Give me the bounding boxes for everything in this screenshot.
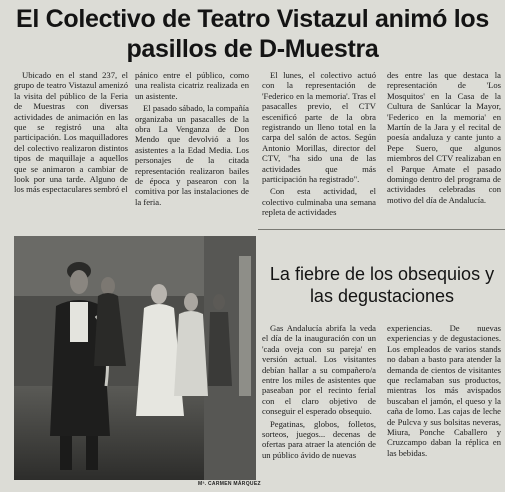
section-divider: [258, 229, 505, 230]
article-paragraph: des entre las que destaca la representación de 'Los Mosquitos' en la Casa de la Cultura de Sanlúcar la Mayor, 'Federico en la memoria' en Martín de la Jara y el recital de poesía andaluza y cante junto a Pepe Suero, que algunos miembros del CTV realizaban en el Parque Amate el pasado domingo dentro del programa de actividades celebradas con motivo del día de Andalucía.: [387, 70, 501, 205]
article-paragraph: Ubicado en el stand 237, el grupo de teatro Vistazul amenizó la visita del público de la Feria de Muestras con diversas actividades de animación en las que se registró una alta participación. Los maquilladores del colectivo realizaron distintos tipos de maquillaje a aquellos que se animaron a cambiar de look por una tarde. Alguno de los más espectaculares sembró el: [14, 70, 128, 195]
article-paragraph: pánico entre el público, como una realista cicatriz realizada en un asistente.: [135, 70, 249, 101]
article-paragraph: Pegatinas, globos, folletos, sorteos, juegos... decenas de ofertas para atraer la atención de un público ávido de nuevas: [262, 418, 376, 460]
article-photo: [14, 236, 256, 480]
article-headline: El Colectivo de Teatro Vistazul animó los pasillos de D-Muestra: [15, 5, 489, 63]
article-column-4: [387, 70, 501, 205]
article-column-3: [262, 70, 376, 218]
article-headline: La fiebre de los obsequios y las degustaciones: [269, 264, 495, 306]
article-paragraph: Gas Andalucía abrifa la veda el día de la inauguración con un 'cada oveja con su pareja' en versión actual. Los visitantes debían hallar a su compañero/a entre los miles de asistentes que paseaban por el recinto ferial con el claro objetivo de conseguir el esperado obsequio.: [262, 323, 376, 417]
article-column-1: [14, 70, 128, 195]
article-column-2: [387, 323, 501, 458]
article-paragraph: Con esta actividad, el colectivo culminaba una semana repleta de actividades: [262, 186, 376, 218]
photo-credit: Mª. CARMEN MÁRQUEZ: [198, 481, 261, 487]
article-paragraph: El lunes, el colectivo actuó con la representación de 'Federico en la memoria'. Tras el pasacalles previo, el CTV escenificó parte de la obra registrando un lleno total en la carpa del salón de actos. Según Antonio Morillas, director del CTV, "ha sido una de las actividades que más participación ha registrado".: [262, 70, 376, 185]
article-paragraph: El pasado sábado, la compañía organizaba un pasacalles de la obra La Venganza de Don Mendo que devolvió a los asistentes a la Edad Media. Los personajes de la citada representación realizaron bailes de época y pasearon con la comitiva por las instalaciones de la feria.: [135, 103, 249, 207]
article-column-2: [135, 70, 249, 207]
article-column-1: [262, 323, 376, 460]
article-paragraph: experiencias. De nuevas experiencias y de degustaciones. Los empleados de varios stands no daban a basto para atender la demanda de cientos de visitantes que reclamaban sus productos, mientras los más avispados buscaban el jamón, el queso y la caña de lomo. Las cajas de leche de Pulcva y sus bolsitas neveras, Miura, Ponche Caballero y Cruzcampo daban la réplica en las bebidas.: [387, 323, 501, 458]
